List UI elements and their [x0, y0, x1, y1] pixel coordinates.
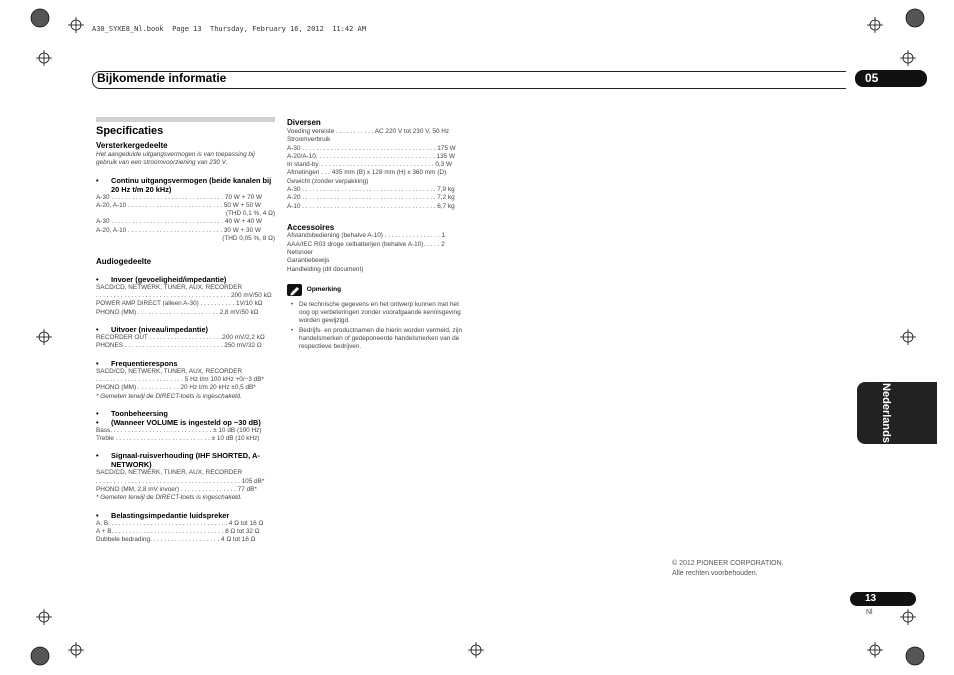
accessory-row: Handleiding (dit document)	[287, 265, 364, 273]
section-bar	[96, 117, 275, 122]
page-number: 13	[850, 592, 916, 606]
output-heading: • Uitvoer (niveau/impedantie)	[96, 325, 275, 334]
left-column	[96, 124, 275, 545]
power-row: A-30 . . . . . . . . . . . . . . . . . . . . . . . . . . . . . . . . 70 W + 70 W	[96, 193, 263, 201]
power-heading: • Continu uitgangsvermogen (beide kanalen bij 20 Hz t/m 20 kHz)	[96, 176, 275, 194]
tone-row: Bass. . . . . . . . . . . . . . . . . . . . . . . . . . . . . ± 10 dB (100 Hz)	[96, 426, 262, 434]
tone-heading-2	[96, 418, 275, 427]
misc-row: A-20 . . . . . . . . . . . . . . . . . . . . . . . . . . . . . . . . . . . . . . 7,2 kg	[287, 194, 455, 202]
language-tab	[857, 382, 937, 444]
input-row: POWER AMP DIRECT (alleen A-30) . . . . . . . . . . 1V/10 kΩ	[96, 300, 263, 308]
load-row: A, B. . . . . . . . . . . . . . . . . . . . . . . . . . . . . . . . . . 4 Ω tot 16 Ω	[96, 519, 264, 527]
freq-row: PHONO (MM) . . . . . . . . . . . . 20 Hz t/m 20 kHz ±0,5 dB*	[96, 384, 256, 392]
power-row: (THD 0,1 %, 4 Ω)	[225, 210, 275, 218]
misc-row: Stroomverbruik	[287, 136, 331, 144]
misc-row: Gewicht (zonder verpakking)	[287, 177, 369, 185]
copyright	[672, 559, 784, 578]
misc-row: A-30 . . . . . . . . . . . . . . . . . . . . . . . . . . . . . . . . . . . . . . 175 W	[287, 144, 456, 152]
power-row: A-20, A-10 . . . . . . . . . . . . . . . . . . . . . . . . . . . 30 W + 30 W	[96, 226, 261, 234]
chapter-tab: 05	[855, 70, 927, 87]
accessory-row: Afstandsbediening (behalve A-10) . . . . . . . . . . . . . . . . 1	[287, 232, 446, 240]
file-info: A30_SYXE8_Nl.book Page 13 Thursday, February 16, 2012 11:42 AM	[92, 25, 366, 33]
misc-row: A-10 . . . . . . . . . . . . . . . . . . . . . . . . . . . . . . . . . . . . . . 6,7 kg	[287, 202, 455, 210]
load-row: Dubbele bedrading. . . . . . . . . . . . . . . . . . . . 4 Ω tot 16 Ω	[96, 536, 256, 544]
accessory-row: Netsnoer	[287, 249, 313, 257]
power-row: A-20, A-10 . . . . . . . . . . . . . . . . . . . . . . . . . . . 50 W + 50 W	[96, 201, 261, 209]
amp-note-1: Het aangeduide uitgangsvermogen is van toepassing bij	[96, 151, 255, 158]
misc-row: A-20/A-10. . . . . . . . . . . . . . . . . . . . . . . . . . . . . . . . . . 135 W	[287, 152, 455, 160]
copyright-line-2: Alle rechten voorbehouden.	[672, 569, 758, 577]
input-row: SACD/CD, NETWERK, TUNER, AUX, RECORDER	[96, 283, 243, 291]
misc-row: In stand-by. . . . . . . . . . . . . . . . . . . . . . . . . . . . . . . . . 0,3 W	[287, 161, 453, 169]
accessory-row: Garantiebewijs	[287, 257, 330, 265]
input-row: . . . . . . . . . . . . . . . . . . . . . . . . . . . . . . . . . . . . . . 200 mV/50 kΩ	[96, 292, 272, 300]
snr-row: PHONO (MM, 2,8 mV invoer) . . . . . . . . . . . . . . . . 77 dB*	[96, 486, 257, 494]
load-heading: • Belastingsimpedantie luidspreker	[96, 511, 275, 520]
snr-heading: • Signaal-ruisverhouding (IHF SHORTED, A-NETWORK)	[96, 451, 275, 469]
tone-row: Treble . . . . . . . . . . . . . . . . . . . . . . . . . . . ± 10 dB (10 kHz)	[96, 435, 260, 443]
freq-row: SACD/CD, NETWERK, TUNER, AUX, RECORDER	[96, 367, 243, 375]
input-row: PHONO (MM) . . . . . . . . . . . . . . . . . . . . . . . 2,8 mV/50 kΩ	[96, 308, 259, 316]
amp-heading: Versterkergedeelte	[96, 141, 168, 150]
note-pencil-icon	[287, 284, 302, 296]
section-title: Bijkomende informatie	[97, 71, 227, 85]
freq-note: * Gemeten terwijl de DIRECT-toets is ingeschakeld.	[96, 392, 242, 400]
freq-row: . . . . . . . . . . . . . . . . . . . . . . . . . 5 Hz t/m 100 kHz +0/−3 dB*	[96, 375, 264, 383]
power-row: A-30 . . . . . . . . . . . . . . . . . . . . . . . . . . . . . . . . 40 W + 40 W	[96, 218, 263, 226]
accessories-heading: Accessoires	[287, 222, 335, 232]
language-label: Nederlands	[880, 383, 892, 443]
power-row: (THD 0,05 %, 8 Ω)	[222, 235, 275, 243]
note-item: • De technische gegevens en het ontwerp kunnen met het oog op verbeteringen zonder voorafgaande kennisgeving worden gewijzigd.	[287, 301, 467, 326]
snr-row: SACD/CD, NETWERK, TUNER, AUX, RECORDER	[96, 469, 243, 477]
input-heading: • Invoer (gevoeligheid/impedantie)	[96, 275, 275, 284]
misc-row: Voeding vereiste . . . . . . . . . . . AC 220 V tot 230 V, 50 Hz	[287, 128, 450, 135]
snr-note: * Gemeten terwijl de DIRECT-toets is ingeschakeld.	[96, 494, 242, 502]
output-row: PHONES . . . . . . . . . . . . . . . . . . . . . . . . . . . . 250 mV/32 Ω	[96, 342, 262, 350]
note-item: • Bedrijfs- en productnamen die hierin worden vermeld, zijn handelsmerken of gedeponeerde handelsmerken van de respectieve bedrijven.	[287, 327, 467, 352]
misc-row: A-30 . . . . . . . . . . . . . . . . . . . . . . . . . . . . . . . . . . . . . . 7,9 kg	[287, 186, 455, 194]
accessory-row: AAA/IEC R03 droge celbatterijen (behalve A-10). . . . . 2	[287, 240, 445, 248]
misc-heading: Diversen	[287, 118, 321, 127]
snr-row: . . . . . . . . . . . . . . . . . . . . . . . . . . . . . . . . . . . . . . . . . 105 dB*	[96, 477, 265, 485]
audio-heading: Audiogedeelte	[96, 257, 152, 267]
freq-heading: • Frequentierespons	[96, 359, 275, 368]
load-row: A + B. . . . . . . . . . . . . . . . . . . . . . . . . . . . . . . . 8 Ω tot 32 Ω	[96, 527, 260, 535]
specs-title: Specificaties	[96, 125, 164, 137]
copyright-line-1: © 2012 PIONEER CORPORATION.	[672, 560, 784, 567]
page-language: Nl	[866, 609, 873, 616]
note-label: Opmerking	[306, 285, 342, 293]
note-header	[287, 284, 467, 297]
output-row: RECORDER OUT . . . . . . . . . . . . . . . . . . . . .200 mV/2,2 kΩ	[96, 334, 265, 342]
tone-heading: • Toonbeheersing	[96, 409, 275, 418]
amp-note-2: gebruik van een stroomvoorziening van 230 V.	[96, 159, 228, 167]
tone-heading-2-text: (Wanneer VOLUME is ingesteld op −30 dB)	[111, 417, 261, 427]
misc-row: Afmetingen . . . 435 mm (B) x 128 mm (H) x 360 mm (D)	[287, 169, 447, 177]
right-column	[287, 115, 467, 351]
